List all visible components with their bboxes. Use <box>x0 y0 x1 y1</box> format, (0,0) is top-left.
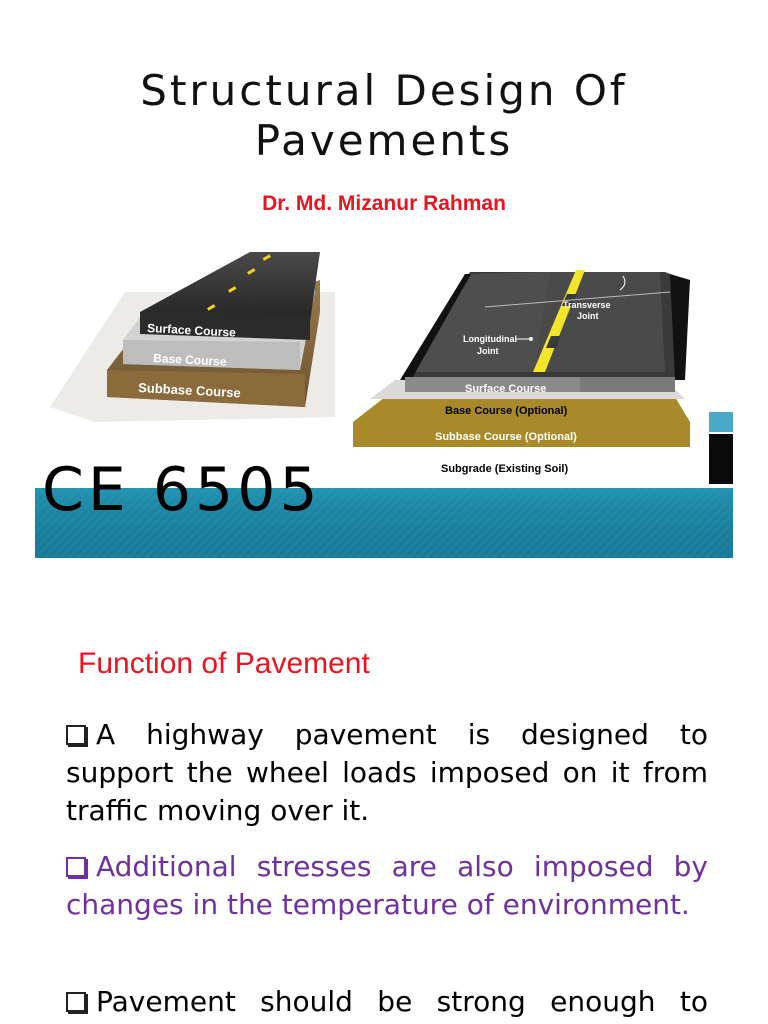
pavement-layers-diagram <box>35 222 355 437</box>
longitudinal-joint-label-2: Joint <box>477 346 499 356</box>
bullet-text-3: Pavement should be strong enough to <box>96 985 708 1018</box>
bullet-text-1: A highway pavement is designed to support the wheel loads imposed on it from traffic moving over it. <box>66 718 708 827</box>
section-heading: Function of Pavement <box>78 647 370 680</box>
surface-course-label: Surface Course <box>146 321 237 340</box>
course-code: CE 6505 <box>42 455 322 525</box>
subgrade-label: Subgrade (Existing Soil) <box>441 463 569 475</box>
slide-title <box>0 66 768 166</box>
longitudinal-joint-label-1: Longitudinal <box>463 334 517 344</box>
surface-course-label-right: Surface Course <box>465 383 547 395</box>
checkbox-bullet-icon <box>66 725 86 745</box>
base-course-label-right: Base Course (Optional) <box>445 405 568 417</box>
checkbox-bullet-icon <box>66 857 86 877</box>
title-line-1: Structural Design Of <box>140 66 628 115</box>
base-course-label: Base Course <box>152 351 227 369</box>
checkbox-bullet-icon <box>66 992 86 1012</box>
bullet-paragraph-1 <box>66 716 708 830</box>
transverse-joint-label-1: Transverse <box>563 300 611 310</box>
decor-bars <box>709 412 733 488</box>
transverse-joint-label-2: Joint <box>577 311 599 321</box>
subbase-course-label: Subbase Course <box>137 380 242 401</box>
bullet-text-2: Additional stresses are also imposed by changes in the temperature of environment. <box>66 850 708 921</box>
bullet-paragraph-2 <box>66 848 708 924</box>
subbase-course-label-right: Subbase Course (Optional) <box>435 431 577 443</box>
pavement-cross-section-diagram <box>345 262 710 482</box>
author-name: Dr. Md. Mizanur Rahman <box>262 192 506 215</box>
bullet-paragraph-3 <box>66 983 708 1021</box>
title-line-2: Pavements <box>254 116 514 165</box>
